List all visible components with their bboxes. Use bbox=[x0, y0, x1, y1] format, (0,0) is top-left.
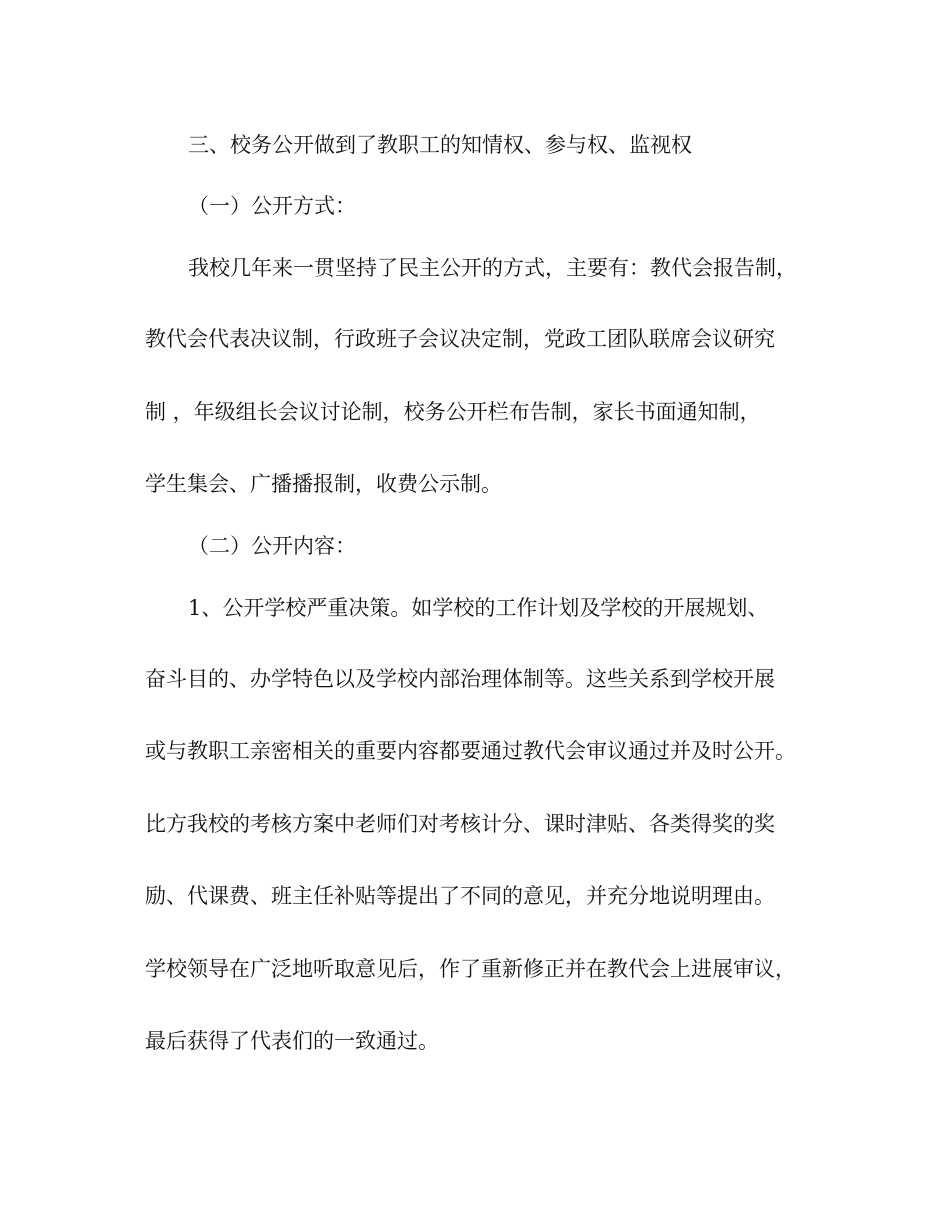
section-heading: 三、校务公开做到了教职工的知情权、参与权、监视权 bbox=[188, 133, 692, 157]
paragraph-line: 比方我校的考核方案中老师们对考核计分、课时津贴、各类得奖的奖 bbox=[145, 812, 775, 836]
paragraph-line: 奋斗目的、办学特色以及学校内部治理体制等。这些关系到学校开展 bbox=[145, 667, 775, 691]
paragraph-line: 教代会代表决议制，行政班子会议决定制，党政工团队联席会议研究 bbox=[145, 327, 775, 351]
paragraph-line: 学生集会、广播播报制，收费公示制。 bbox=[145, 472, 502, 496]
paragraph-line: 制 ，年级组长会议讨论制，校务公开栏布告制，家长书面通知制， bbox=[145, 400, 761, 424]
paragraph-line: 学校领导在广泛地听取意见后，作了重新修正并在教代会上进展审议， bbox=[145, 957, 796, 981]
paragraph-line: 励、代课费、班主任补贴等提出了不同的意见，并充分地说明理由。 bbox=[145, 884, 775, 908]
paragraph-line: 1、公开学校严重决策。如学校的工作计划及学校的开展规划、 bbox=[188, 596, 769, 620]
paragraph-line: 或与教职工亲密相关的重要内容都要通过教代会审议通过并及时公开。 bbox=[145, 739, 796, 763]
subheading-method: （一）公开方式： bbox=[188, 194, 356, 218]
subheading-content: （二）公开内容： bbox=[188, 534, 356, 558]
paragraph-line: 最后获得了代表们的一致通过。 bbox=[145, 1029, 439, 1053]
paragraph-line: 我校几年来一贯坚持了民主公开的方式，主要有：教代会报告制， bbox=[188, 256, 797, 280]
